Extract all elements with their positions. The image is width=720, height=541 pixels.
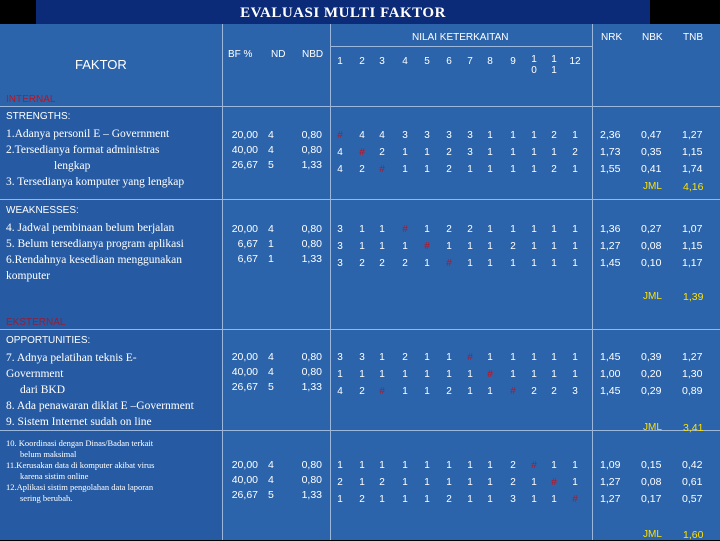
group-label: STRENGTHS: [6, 111, 71, 122]
factor-item: 3. Tersedianya komputer yang lengkap [6, 176, 185, 188]
value-nbd: 1,33 [301, 253, 322, 265]
matrix-cell: 4 [379, 130, 385, 141]
matrix-cell: 1 [424, 147, 430, 158]
matrix-cell: 2 [359, 164, 365, 175]
matrix-cell: # [402, 224, 408, 235]
matrix-cell: 1 [379, 369, 385, 380]
factor-item: 9. Sistem Internet sudah on line [6, 416, 152, 428]
matrix-cell: 2 [551, 130, 557, 141]
header-nrk: NRK [601, 32, 623, 43]
matrix-cell: # [510, 386, 516, 397]
value-nbd: 0,80 [301, 129, 322, 141]
value-nbd: 0,80 [301, 238, 322, 250]
matrix-cell: 1 [551, 352, 557, 363]
matrix-cell: 2 [531, 386, 537, 397]
matrix-cell: 3 [467, 147, 473, 158]
matrix-cell: 1 [446, 241, 452, 252]
value-nd: 4 [268, 351, 274, 363]
matrix-cell: # [379, 386, 385, 397]
value-bf: 40,00 [231, 366, 258, 378]
matrix-cell: 1 [572, 477, 578, 488]
value-nd: 4 [268, 223, 274, 235]
matrix-cell: 1 [572, 369, 578, 380]
matrix-cell: 1 [487, 164, 493, 175]
matrix-cell: 1 [487, 494, 493, 505]
matrix-cell: 1 [551, 494, 557, 505]
matrix-cell: 1 [510, 258, 516, 269]
matrix-cell: 3 [337, 258, 343, 269]
matrix-cell: 3 [337, 224, 343, 235]
matrix-cell: 1 [424, 258, 430, 269]
matrix-cell: 1 [337, 494, 343, 505]
matrix-cell: 1 [424, 460, 430, 471]
matrix-cell: 4 [359, 130, 365, 141]
matrix-cell: 1 [424, 477, 430, 488]
factor-item: 8. Ada penawaran diklat E –Government [6, 400, 194, 412]
matrix-cell: 3 [402, 130, 408, 141]
matrix-cell: 1 [359, 241, 365, 252]
matrix-cell: 2 [510, 460, 516, 471]
header-tnb: TNB [683, 32, 703, 43]
matrix-cell: 1 [551, 224, 557, 235]
title-bar [36, 0, 650, 25]
matrix-cell: 1 [424, 494, 430, 505]
matrix-cell: 3 [467, 130, 473, 141]
jml-value: 1,60 [683, 529, 704, 541]
column-number-1: 1 [337, 56, 343, 67]
value-nbd: 0,80 [301, 223, 322, 235]
section-eksternal: EKSTERNAL [6, 317, 66, 328]
header-nbk: NBK [642, 32, 663, 43]
matrix-cell: 1 [531, 369, 537, 380]
value-nd: 1 [268, 253, 274, 265]
matrix-cell: 1 [551, 258, 557, 269]
column-number-7: 7 [467, 56, 473, 67]
value-nrk: 1,45 [600, 257, 621, 269]
factor-item: 5. Belum tersedianya program aplikasi [6, 238, 184, 250]
jml-label: JML [643, 181, 662, 192]
header-faktor: FAKTOR [75, 57, 127, 72]
matrix-cell: # [467, 352, 473, 363]
value-nrk: 1,27 [600, 240, 621, 252]
header-bf: BF % [228, 49, 253, 60]
value-nbd: 0,80 [301, 459, 322, 471]
value-nbk: 0,41 [641, 163, 662, 175]
matrix-cell: 1 [487, 258, 493, 269]
value-nrk: 1,09 [600, 459, 621, 471]
matrix-cell: 1 [446, 352, 452, 363]
value-tnb: 0,61 [682, 476, 703, 488]
matrix-cell: 1 [467, 477, 473, 488]
matrix-cell: 1 [402, 386, 408, 397]
jml-value: 4,16 [683, 181, 704, 193]
value-nd: 4 [268, 366, 274, 378]
matrix-cell: 1 [359, 460, 365, 471]
jml-label: JML [643, 291, 662, 302]
value-bf: 6,67 [237, 253, 258, 265]
value-nbk: 0,27 [641, 223, 662, 235]
matrix-cell: 1 [467, 369, 473, 380]
matrix-cell: 1 [402, 147, 408, 158]
column-number-12: 12 [569, 56, 581, 67]
matrix-cell: 2 [551, 164, 557, 175]
value-bf: 26,67 [231, 381, 258, 393]
matrix-cell: 1 [487, 241, 493, 252]
value-bf: 6,67 [237, 238, 258, 250]
matrix-cell: 1 [402, 241, 408, 252]
divider [0, 430, 720, 431]
value-nbd: 0,80 [301, 144, 322, 156]
matrix-cell: 3 [446, 130, 452, 141]
header-nilai-keterkaitan: NILAI KETERKAITAN [412, 32, 509, 43]
matrix-cell: 1 [379, 494, 385, 505]
value-nd: 1 [268, 238, 274, 250]
value-tnb: 1,30 [682, 368, 703, 380]
matrix-cell: 1 [510, 147, 516, 158]
matrix-cell: 1 [379, 241, 385, 252]
matrix-cell: 1 [402, 369, 408, 380]
matrix-cell: 1 [487, 147, 493, 158]
value-nrk: 1,36 [600, 223, 621, 235]
matrix-cell: # [572, 494, 578, 505]
matrix-cell: 1 [402, 460, 408, 471]
matrix-cell: 1 [337, 460, 343, 471]
column-number-10: 1 0 [531, 54, 537, 76]
matrix-cell: 1 [424, 369, 430, 380]
matrix-cell: 1 [379, 352, 385, 363]
matrix-cell: 1 [531, 241, 537, 252]
value-nd: 4 [268, 144, 274, 156]
column-number-4: 4 [402, 56, 408, 67]
factor-item: karena sistim online [20, 471, 89, 481]
matrix-cell: 1 [379, 460, 385, 471]
factor-item: Government [6, 368, 64, 380]
factor-item: 11.Kerusakan data di komputer akibat virus [6, 460, 155, 470]
header-nbd: NBD [302, 49, 324, 60]
matrix-cell: # [379, 164, 385, 175]
matrix-cell: 1 [424, 164, 430, 175]
value-nrk: 2,36 [600, 129, 621, 141]
jml-value: 1,39 [683, 291, 704, 303]
value-nbd: 1,33 [301, 489, 322, 501]
value-nrk: 1,73 [600, 146, 621, 158]
value-nbd: 0,80 [301, 474, 322, 486]
matrix-cell: 1 [487, 386, 493, 397]
matrix-cell: 2 [359, 386, 365, 397]
matrix-cell: 1 [572, 130, 578, 141]
column-number-2: 2 [359, 56, 365, 67]
matrix-cell: 1 [337, 369, 343, 380]
column-number-9: 9 [510, 56, 516, 67]
group-label: WEAKNESSES: [6, 205, 79, 216]
matrix-cell: 1 [510, 369, 516, 380]
matrix-cell: 2 [446, 164, 452, 175]
value-nbk: 0,20 [641, 368, 662, 380]
matrix-cell: 4 [337, 386, 343, 397]
value-tnb: 0,42 [682, 459, 703, 471]
factor-item: 4. Jadwal pembinaan belum berjalan [6, 222, 175, 234]
value-tnb: 1,07 [682, 223, 703, 235]
matrix-cell: 2 [551, 386, 557, 397]
value-bf: 26,67 [231, 489, 258, 501]
matrix-cell: 1 [467, 258, 473, 269]
matrix-cell: 1 [487, 224, 493, 235]
matrix-cell: 1 [446, 460, 452, 471]
matrix-cell: 1 [572, 352, 578, 363]
matrix-cell: 2 [510, 477, 516, 488]
value-nbk: 0,10 [641, 257, 662, 269]
divider [592, 24, 593, 540]
matrix-cell: # [551, 477, 557, 488]
value-nbk: 0,47 [641, 129, 662, 141]
matrix-cell: # [337, 130, 343, 141]
value-tnb: 1,15 [682, 240, 703, 252]
value-nrk: 1,27 [600, 493, 621, 505]
matrix-cell: 2 [379, 477, 385, 488]
matrix-cell: 2 [402, 258, 408, 269]
matrix-cell: 2 [510, 241, 516, 252]
value-nd: 5 [268, 159, 274, 171]
jml-label: JML [643, 422, 662, 433]
matrix-cell: 1 [402, 477, 408, 488]
matrix-cell: # [531, 460, 537, 471]
matrix-cell: 1 [531, 147, 537, 158]
matrix-cell: 1 [487, 352, 493, 363]
matrix-cell: 4 [337, 147, 343, 158]
value-bf: 26,67 [231, 159, 258, 171]
matrix-cell: 1 [402, 164, 408, 175]
matrix-cell: 2 [402, 352, 408, 363]
section-internal: INTERNAL [6, 94, 56, 105]
jml-label: JML [643, 529, 662, 540]
matrix-cell: 1 [510, 352, 516, 363]
matrix-cell: 1 [467, 494, 473, 505]
factor-item: sering berubah. [20, 493, 73, 503]
matrix-cell: 1 [424, 386, 430, 397]
divider [0, 329, 720, 330]
value-nbk: 0,08 [641, 240, 662, 252]
column-number-11: 1 1 [551, 54, 557, 76]
divider [330, 46, 592, 47]
matrix-cell: 1 [572, 258, 578, 269]
matrix-cell: 1 [572, 241, 578, 252]
matrix-cell: 1 [487, 460, 493, 471]
matrix-cell: 1 [531, 258, 537, 269]
factor-item: lengkap [54, 160, 91, 172]
matrix-cell: 1 [359, 224, 365, 235]
matrix-cell: 2 [359, 258, 365, 269]
factor-item: 6.Rendahnya kesediaan menggunakan [6, 254, 182, 266]
matrix-cell: # [424, 241, 430, 252]
value-tnb: 1,17 [682, 257, 703, 269]
column-number-3: 3 [379, 56, 385, 67]
matrix-cell: 1 [531, 494, 537, 505]
matrix-cell: 1 [572, 164, 578, 175]
matrix-cell: 2 [572, 147, 578, 158]
matrix-cell: 2 [446, 386, 452, 397]
value-nd: 5 [268, 381, 274, 393]
matrix-cell: 1 [359, 477, 365, 488]
matrix-cell: 1 [531, 164, 537, 175]
matrix-cell: 2 [467, 224, 473, 235]
column-number-5: 5 [424, 56, 430, 67]
matrix-cell: 1 [487, 477, 493, 488]
matrix-cell: 3 [510, 494, 516, 505]
value-bf: 20,00 [231, 351, 258, 363]
matrix-cell: 2 [446, 147, 452, 158]
page-title: EVALUASI MULTI FAKTOR [240, 5, 446, 21]
matrix-cell: 1 [531, 352, 537, 363]
matrix-cell: # [446, 258, 452, 269]
matrix-cell: 1 [551, 369, 557, 380]
matrix-cell: 1 [359, 369, 365, 380]
value-nrk: 1,55 [600, 163, 621, 175]
jml-value: 3,41 [683, 422, 704, 434]
value-nrk: 1,45 [600, 351, 621, 363]
value-nd: 4 [268, 474, 274, 486]
matrix-cell: 1 [572, 224, 578, 235]
matrix-cell: 3 [572, 386, 578, 397]
value-nrk: 1,00 [600, 368, 621, 380]
matrix-cell: 1 [402, 494, 408, 505]
matrix-cell: 1 [467, 386, 473, 397]
matrix-cell: 3 [337, 241, 343, 252]
value-nbk: 0,08 [641, 476, 662, 488]
matrix-cell: 2 [359, 494, 365, 505]
value-bf: 20,00 [231, 223, 258, 235]
matrix-cell: 1 [572, 460, 578, 471]
value-bf: 40,00 [231, 474, 258, 486]
value-nbk: 0,17 [641, 493, 662, 505]
column-number-6: 6 [446, 56, 452, 67]
value-tnb: 1,27 [682, 351, 703, 363]
value-nbd: 1,33 [301, 381, 322, 393]
value-nbk: 0,39 [641, 351, 662, 363]
value-nrk: 1,45 [600, 385, 621, 397]
matrix-cell: 2 [379, 258, 385, 269]
matrix-cell: 1 [467, 164, 473, 175]
factor-item: 10. Koordinasi dengan Dinas/Badan terkait [6, 438, 154, 448]
matrix-cell: # [487, 369, 493, 380]
column-number-8: 8 [487, 56, 493, 67]
matrix-cell: 3 [424, 130, 430, 141]
matrix-cell: 1 [446, 477, 452, 488]
matrix-cell: 1 [531, 130, 537, 141]
factor-item: komputer [6, 270, 51, 282]
matrix-cell: 3 [359, 352, 365, 363]
matrix-cell: 2 [446, 224, 452, 235]
value-nbd: 0,80 [301, 366, 322, 378]
value-nd: 4 [268, 129, 274, 141]
matrix-cell: 1 [379, 224, 385, 235]
value-nbk: 0,29 [641, 385, 662, 397]
value-nd: 4 [268, 459, 274, 471]
matrix-cell: 1 [531, 224, 537, 235]
matrix-cell: 1 [467, 460, 473, 471]
matrix-cell: 1 [510, 130, 516, 141]
value-tnb: 0,89 [682, 385, 703, 397]
factor-item: 12.Aplikasi sistim pengolahan data laporan [6, 482, 154, 492]
value-nrk: 1,27 [600, 476, 621, 488]
matrix-cell: 2 [446, 494, 452, 505]
matrix-cell: 1 [510, 224, 516, 235]
value-bf: 40,00 [231, 144, 258, 156]
matrix-cell: 1 [551, 241, 557, 252]
matrix-cell: 3 [337, 352, 343, 363]
value-nd: 5 [268, 489, 274, 501]
matrix-cell: 1 [551, 147, 557, 158]
divider [222, 24, 223, 540]
group-label: OPPORTUNITIES: [6, 335, 91, 346]
value-nbd: 1,33 [301, 159, 322, 171]
matrix-cell: 1 [424, 224, 430, 235]
matrix-cell: 1 [531, 477, 537, 488]
value-bf: 20,00 [231, 459, 258, 471]
matrix-cell: 1 [551, 460, 557, 471]
value-tnb: 0,57 [682, 493, 703, 505]
value-nbd: 0,80 [301, 351, 322, 363]
factor-item: dari BKD [20, 384, 66, 396]
matrix-cell: 1 [487, 130, 493, 141]
divider [0, 106, 720, 107]
factor-item: 1.Adanya personil E – Government [6, 128, 170, 140]
matrix-cell: 1 [424, 352, 430, 363]
matrix-cell: 1 [446, 369, 452, 380]
value-bf: 20,00 [231, 129, 258, 141]
matrix-cell: 1 [467, 241, 473, 252]
factor-item: 7. Adnya pelatihan teknis E- [6, 352, 137, 364]
matrix-cell: # [359, 147, 365, 158]
header-nd: ND [271, 49, 286, 60]
matrix-cell: 4 [337, 164, 343, 175]
matrix-cell: 2 [379, 147, 385, 158]
divider [0, 199, 720, 200]
value-nbk: 0,35 [641, 146, 662, 158]
value-nbk: 0,15 [641, 459, 662, 471]
value-tnb: 1,27 [682, 129, 703, 141]
value-tnb: 1,15 [682, 146, 703, 158]
factor-item: 2.Tersedianya format administras [6, 144, 160, 156]
factor-item: belum maksimal [20, 449, 77, 459]
value-tnb: 1,74 [682, 163, 703, 175]
matrix-cell: 1 [510, 164, 516, 175]
matrix-cell: 2 [337, 477, 343, 488]
